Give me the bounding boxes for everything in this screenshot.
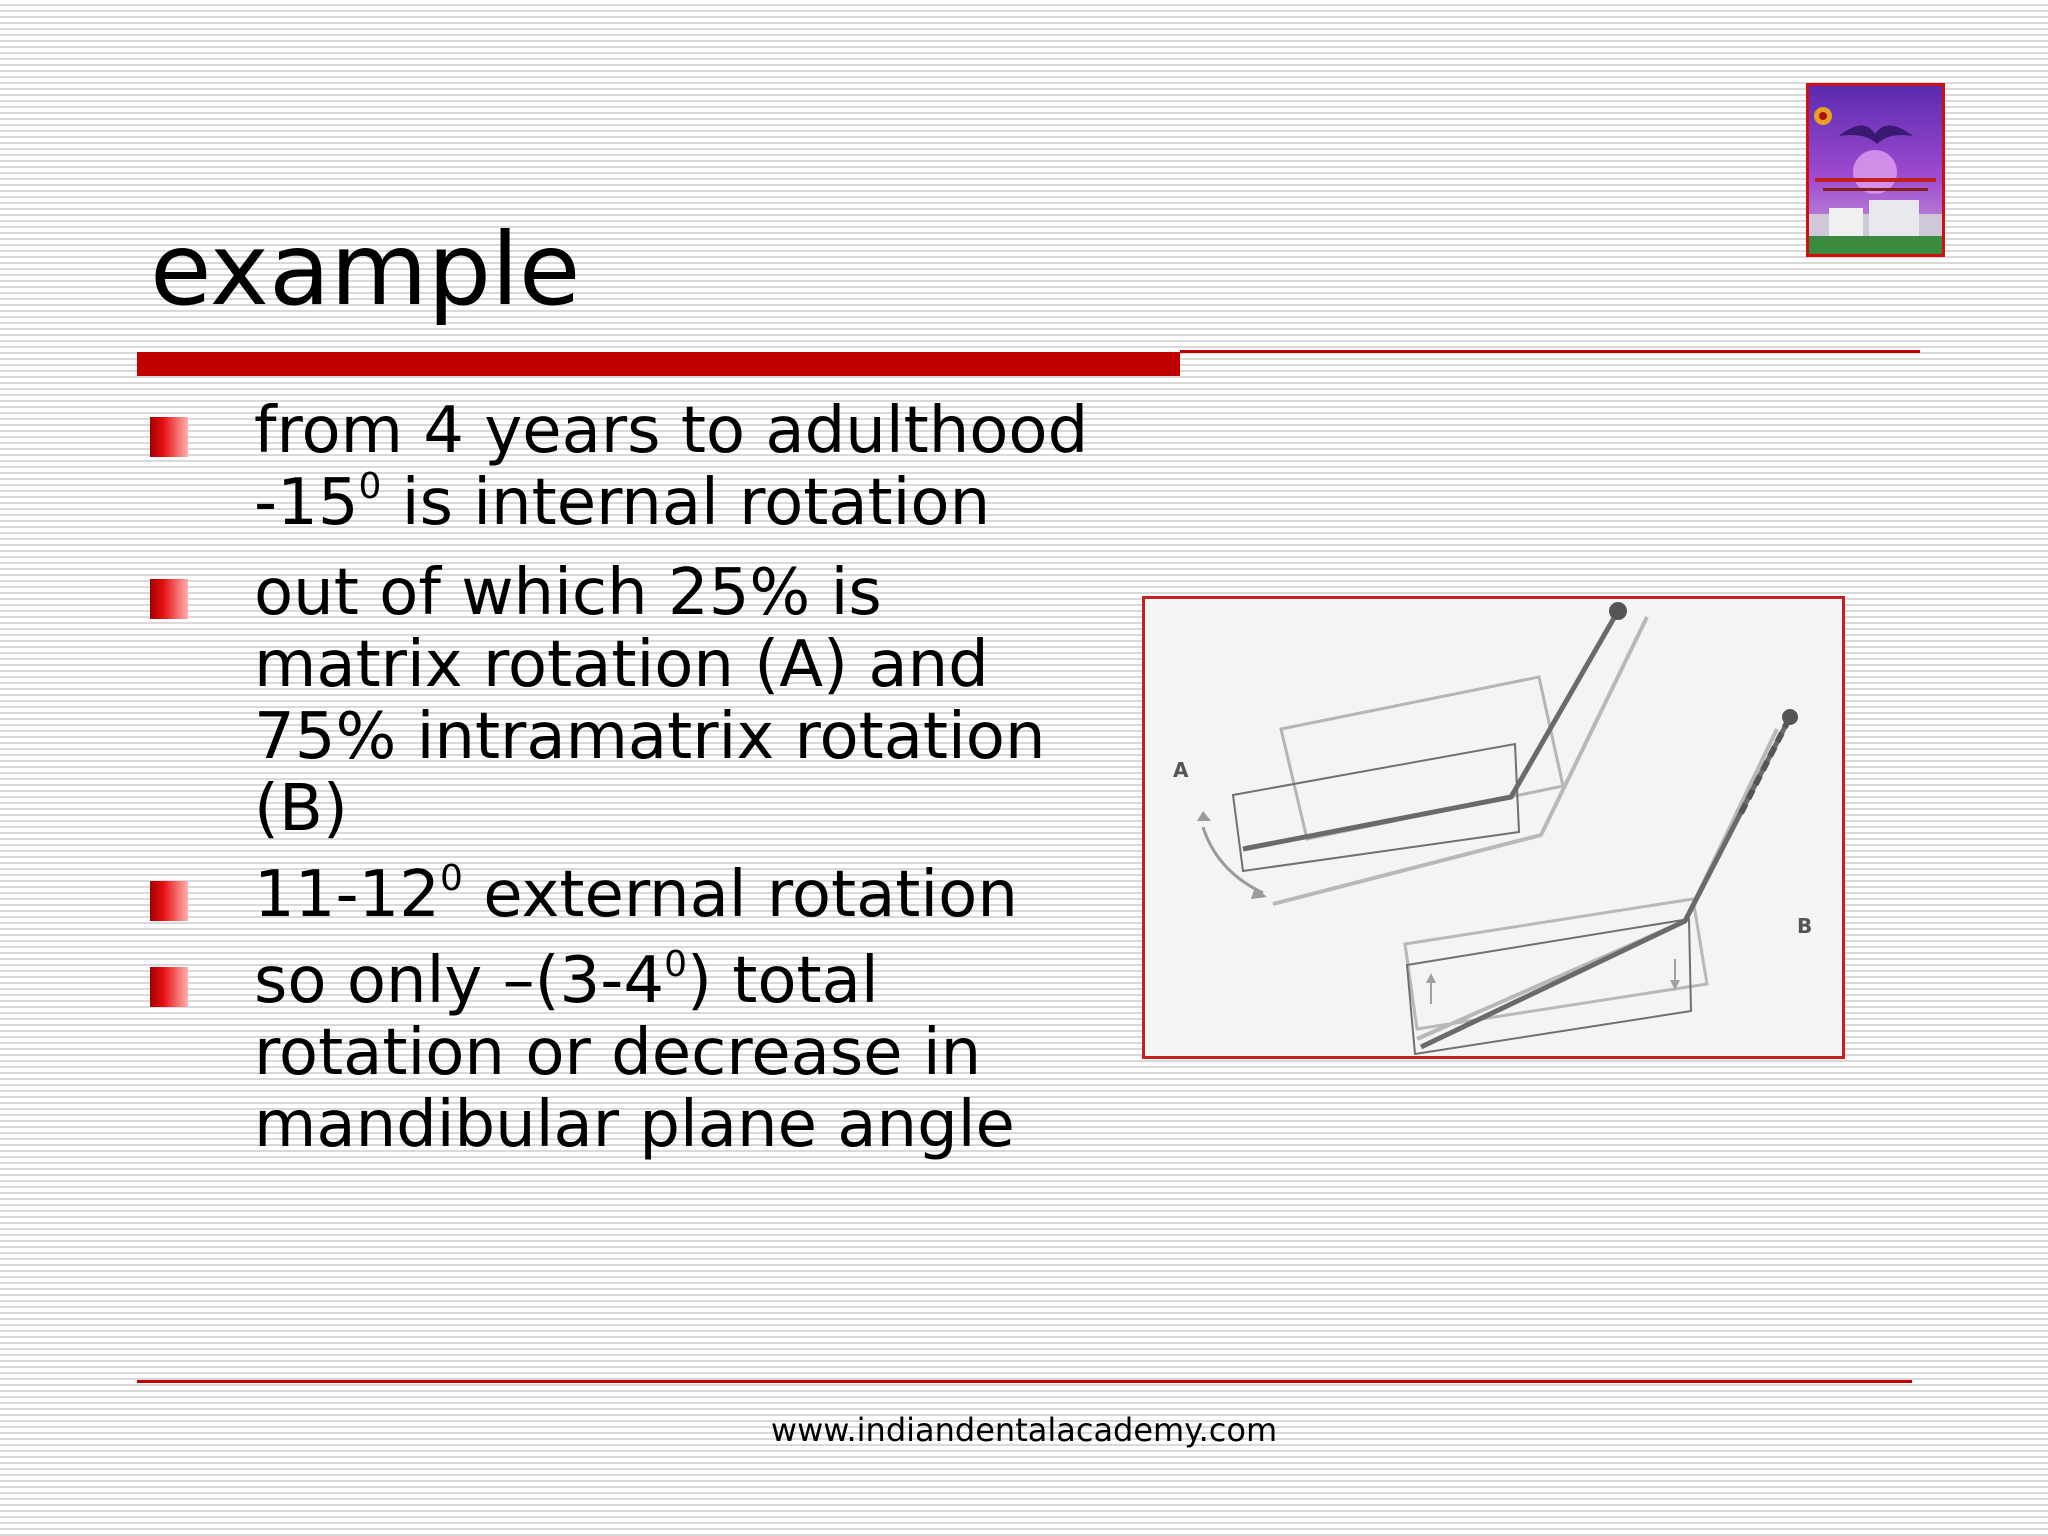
bullet-item bbox=[150, 395, 1090, 539]
matrix-b-ghost-rect bbox=[1405, 899, 1707, 1029]
red-square-bullet-icon bbox=[150, 967, 188, 1007]
bullet-item bbox=[150, 945, 1090, 1161]
bullet-text: $11-12^0$ external rotation bbox=[254, 858, 1018, 932]
red-square-bullet-icon bbox=[150, 579, 188, 619]
matrix-b-endpoint bbox=[1782, 709, 1798, 725]
label-b: B bbox=[1797, 914, 1813, 938]
bullet-list bbox=[150, 395, 1090, 1161]
red-square-bullet-icon bbox=[150, 417, 188, 457]
title-underline-bar bbox=[137, 352, 1180, 376]
label-a: A bbox=[1173, 758, 1189, 782]
footer-url: www.indiandentalacademy.com bbox=[770, 1411, 1278, 1449]
matrix-b-line bbox=[1421, 717, 1790, 1047]
matrix-a-endpoint bbox=[1609, 602, 1627, 620]
bullet-item bbox=[150, 859, 1090, 931]
slide-title: example bbox=[150, 211, 581, 328]
footer-rule bbox=[137, 1380, 1912, 1383]
bullet-item bbox=[150, 557, 1090, 845]
bullet-text: so only $-(3-4^0)$ total rotation or decrease in mandibular plane angle bbox=[254, 944, 1015, 1162]
rotation-diagram bbox=[1142, 596, 1845, 1059]
matrix-a-line bbox=[1243, 611, 1618, 849]
bullet-text: from 4 years to adulthood $-15^0$ is internal rotation bbox=[254, 394, 1089, 540]
academy-logo-icon bbox=[1806, 83, 1945, 257]
title-underline-rule bbox=[1180, 350, 1920, 353]
bullet-text: out of which 25% is matrix rotation (A) and 75% intramatrix rotation (B) bbox=[254, 556, 1046, 846]
matrix-b-ghost-line bbox=[1417, 729, 1777, 1039]
rotation-arrow-icon bbox=[1203, 827, 1263, 893]
red-square-bullet-icon bbox=[150, 881, 188, 921]
